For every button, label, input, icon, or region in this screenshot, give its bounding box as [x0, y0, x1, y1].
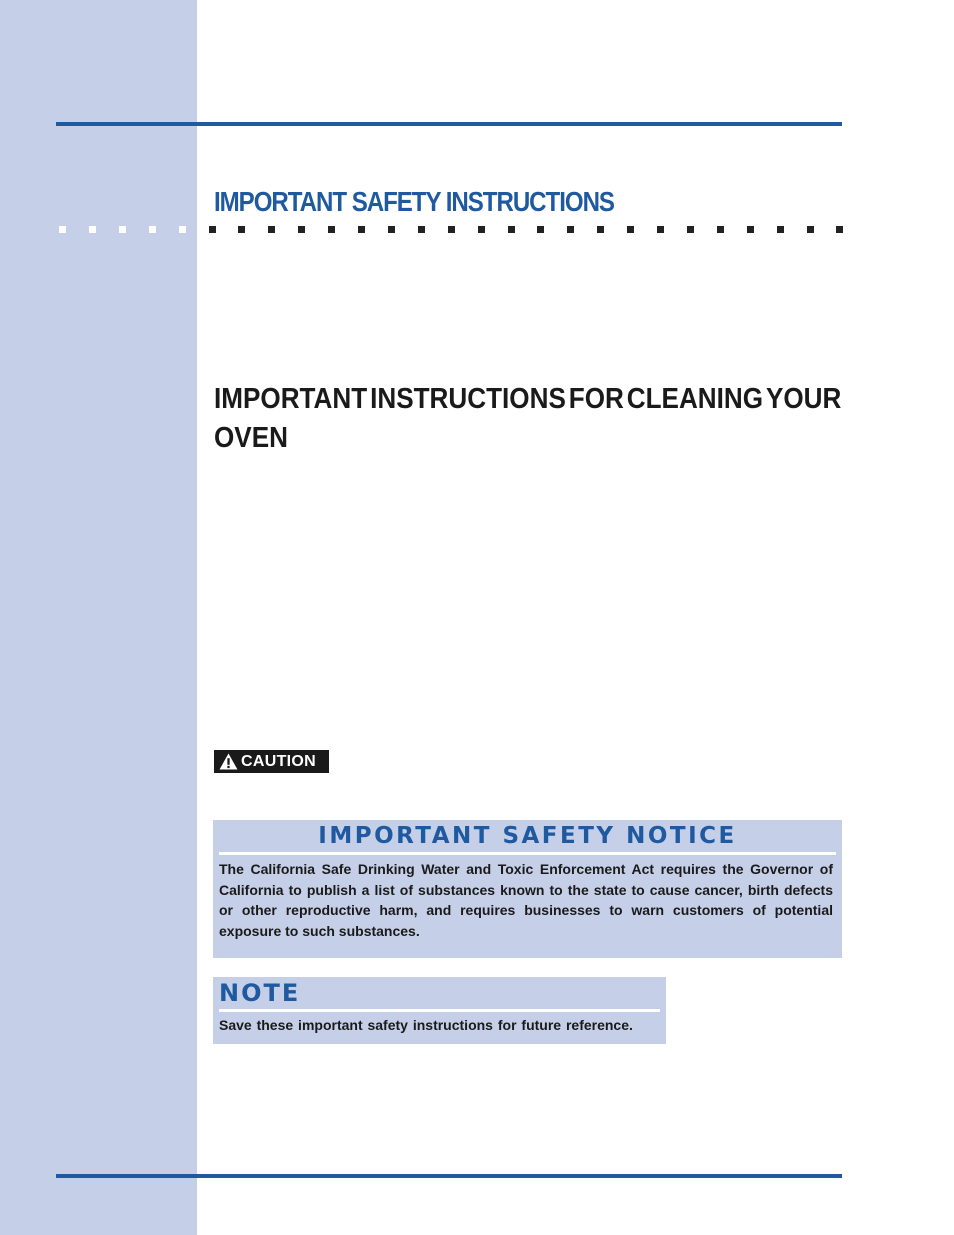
divider-dot	[537, 226, 544, 233]
divider-dot	[567, 226, 574, 233]
subheading-line1	[214, 380, 841, 419]
divider-dot	[597, 226, 604, 233]
bottom-rule	[56, 1174, 842, 1178]
divider-dot	[238, 226, 245, 233]
subheading-word: INSTRUCTIONS	[370, 383, 566, 415]
subheading-word: FOR	[568, 383, 624, 415]
divider-dot	[836, 226, 843, 233]
divider-dot	[298, 226, 305, 233]
subheading-word: CLEANING	[626, 383, 764, 415]
divider-dot	[627, 226, 634, 233]
divider-dot	[717, 226, 724, 233]
divider-dot	[358, 226, 365, 233]
note-body: Save these important safety instructions for future reference.	[219, 1017, 633, 1033]
divider-dot	[747, 226, 754, 233]
safety-notice-title: IMPORTANT SAFETY NOTICE	[318, 823, 737, 849]
warning-triangle-icon	[219, 753, 238, 770]
dotted-divider	[56, 226, 846, 234]
divider-dot	[268, 226, 275, 233]
divider-dot	[418, 226, 425, 233]
divider-dot	[59, 226, 66, 233]
note-box	[213, 977, 666, 1044]
subheading-word: YOUR	[765, 383, 842, 415]
divider-dot	[328, 226, 335, 233]
divider-dot	[508, 226, 515, 233]
subheading-line2: OVEN	[214, 422, 288, 454]
divider-dot	[807, 226, 814, 233]
section-title: IMPORTANT SAFETY INSTRUCTIONS	[214, 186, 614, 217]
caution-label: CAUTION	[241, 752, 316, 770]
safety-notice-box	[213, 820, 842, 958]
note-title: NOTE	[219, 979, 301, 1007]
divider-dot	[448, 226, 455, 233]
safety-notice-body: The California Safe Drinking Water and Toxic Enforcement Act requires the Governor of California to publish a list of substances known to the state to cause cancer, birth defects or other reproductive harm, and requires businesses to warn customers of potential exposure to such substances.	[219, 861, 833, 940]
safety-notice-rule	[219, 852, 836, 855]
divider-dot	[149, 226, 156, 233]
divider-dot	[687, 226, 694, 233]
divider-dot	[777, 226, 784, 233]
caution-badge	[214, 750, 329, 773]
top-rule	[56, 122, 842, 126]
divider-dot	[388, 226, 395, 233]
note-rule	[219, 1009, 660, 1012]
divider-dot	[89, 226, 96, 233]
divider-dot	[209, 226, 216, 233]
subheading	[214, 380, 842, 458]
divider-dot	[119, 226, 126, 233]
divider-dot	[657, 226, 664, 233]
sidebar-band	[0, 0, 197, 1235]
subheading-word: IMPORTANT	[214, 383, 368, 415]
divider-dot	[478, 226, 485, 233]
divider-dot	[179, 226, 186, 233]
